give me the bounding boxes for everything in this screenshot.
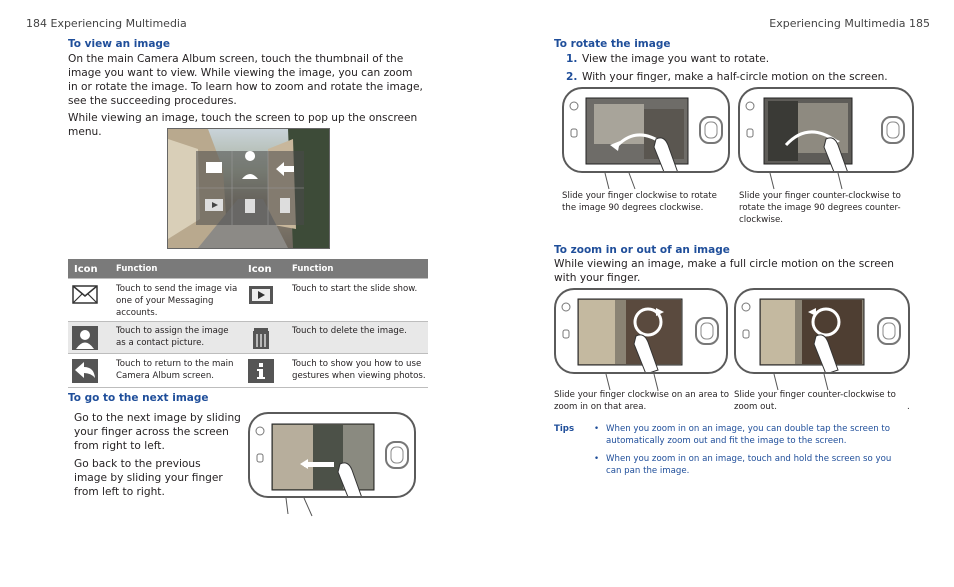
rotate-heading: To rotate the image xyxy=(554,38,671,50)
phone-zoom-out xyxy=(734,288,910,374)
icon-function-table xyxy=(68,259,428,388)
function-text: Touch to assign the image as a contact picture. xyxy=(116,326,229,348)
rotate-caption-left: Slide your finger clockwise to rotate the image 90 degrees clockwise. xyxy=(562,191,717,213)
rotate-step-1-text: View the image you want to rotate. xyxy=(582,53,770,65)
next-image-heading: To go to the next image xyxy=(68,392,209,404)
trash-icon xyxy=(248,326,274,350)
zoom-paragraph: While viewing an image, make a full circle motion on the screen with your finger. xyxy=(554,258,894,284)
view-image-heading: To view an image xyxy=(68,38,171,50)
tip-bullet: • xyxy=(594,424,600,434)
rotate-step-2-number: 2. xyxy=(566,71,578,83)
view-image-paragraph: On the main Camera Album screen, touch the thumbnail of the image you want to view. While viewing the image, you can zoom in or rotate the image. To learn how to zoom and rotate the image, see the succeeding procedures. xyxy=(68,53,423,107)
table-row xyxy=(68,279,428,322)
slideshow-icon xyxy=(248,283,274,307)
table-row xyxy=(68,354,428,388)
zoom-caption-left: Slide your finger clockwise on an area to zoom in on that area. xyxy=(554,390,730,412)
phone-rotate-clockwise xyxy=(562,87,730,173)
table-header-row xyxy=(68,259,428,279)
next-image-paragraph-1: Go to the next image by sliding your finger across the screen from right to left. xyxy=(74,412,241,452)
page-header-left: 184 Experiencing Multimedia xyxy=(26,17,187,30)
rotate-caption-right: Slide your finger counter-clockwise to rotate the image 90 degrees counter-clockwise. xyxy=(739,191,901,225)
next-image-guide-lines xyxy=(280,498,320,518)
rotate-right-guide-lines xyxy=(760,173,850,191)
table-row xyxy=(68,322,428,354)
trailing-dot: . xyxy=(907,402,910,412)
zoom-caption-right: Slide your finger counter-clockwise to zoom out. xyxy=(734,390,896,412)
tip-text: When you zoom in on an image, touch and hold the screen so you can pan the image. xyxy=(606,454,892,476)
info-icon xyxy=(248,359,274,383)
rotate-left-guide-lines xyxy=(595,173,645,191)
next-image-paragraph-2: Go back to the previous image by sliding your finger from left to right. xyxy=(74,458,223,498)
tip-text: When you zoom in on an image, you can double tap the screen to automatically zoom out and fit the image to the screen. xyxy=(606,424,891,446)
phone-next-image xyxy=(248,412,416,498)
function-text: Touch to show you how to use gestures when viewing photos. xyxy=(292,359,426,381)
back-arrow-icon xyxy=(72,359,98,383)
function-text: Touch to start the slide show. xyxy=(292,284,418,294)
onscreen-menu-screenshot xyxy=(167,128,330,249)
function-text: Touch to return to the main Camera Album screen. xyxy=(116,359,234,381)
table-header-function-1: Function xyxy=(116,264,158,274)
table-header-icon-2: Icon xyxy=(248,264,272,275)
function-text: Touch to send the image via one of your Messaging accounts. xyxy=(116,284,238,318)
phone-rotate-counter-clockwise xyxy=(738,87,914,173)
zoom-heading: To zoom in or out of an image xyxy=(554,244,730,256)
tip-bullet: • xyxy=(594,454,600,464)
rotate-step-2-text: With your finger, make a half-circle motion on the screen. xyxy=(582,71,888,83)
table-header-function-2: Function xyxy=(292,264,334,274)
phone-zoom-in xyxy=(554,288,728,374)
contact-icon xyxy=(72,326,98,350)
rotate-step-1-number: 1. xyxy=(566,53,578,65)
table-header-icon-1: Icon xyxy=(74,264,98,275)
page-header-right: Experiencing Multimedia 185 xyxy=(769,17,930,30)
onscreen-menu-illustration xyxy=(168,129,329,248)
tips-label: Tips xyxy=(554,424,575,434)
mail-icon xyxy=(72,283,98,307)
view-image-paragraph-2: While viewing an image, touch the screen to pop up the onscreen menu. xyxy=(68,112,418,138)
function-text: Touch to delete the image. xyxy=(292,326,407,336)
